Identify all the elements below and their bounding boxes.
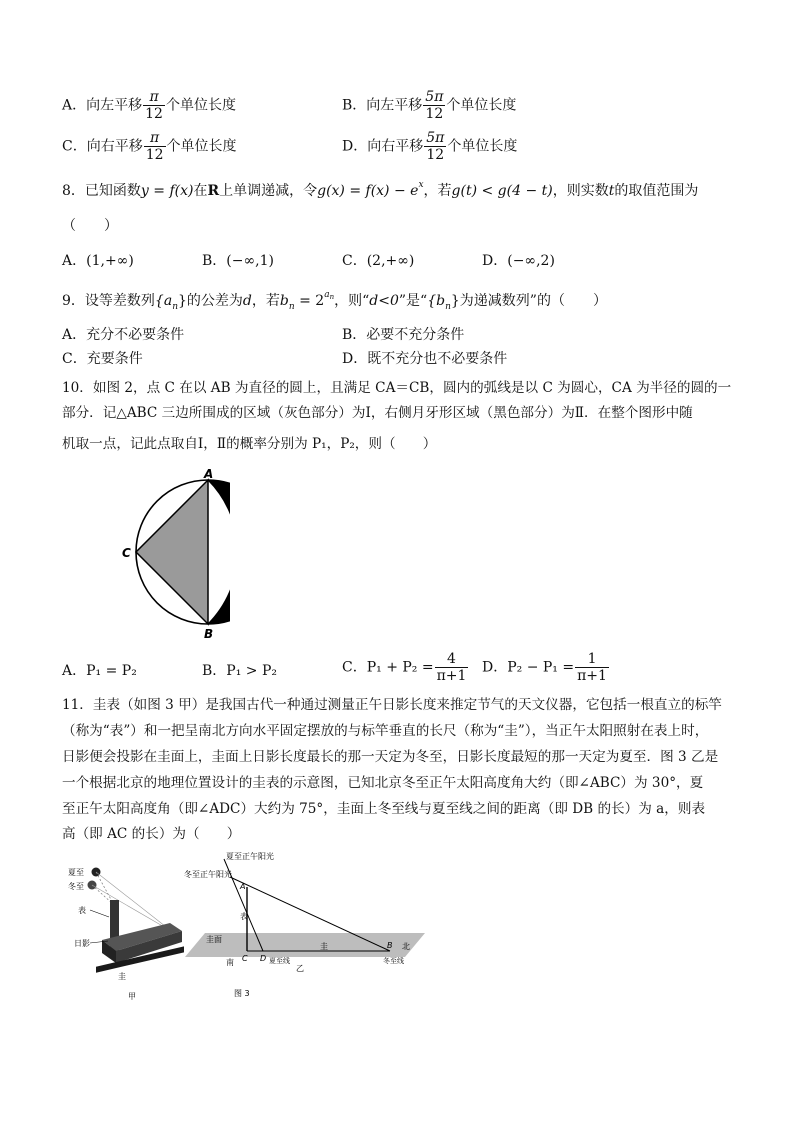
q10-option-c-fraction: [435, 652, 469, 683]
q10-point-c-label: C: [122, 546, 131, 560]
q10-point-a-label: A: [204, 467, 214, 481]
q9-bn-exp-sub: n: [329, 293, 335, 301]
q11-yi-point-a: A: [240, 882, 246, 891]
q9-option-c: C．充要条件: [62, 351, 143, 367]
q11-figure-yi: [184, 851, 425, 998]
q8-g-def: g(x) = f(x) − e: [317, 183, 419, 199]
q7-option-c: [62, 131, 237, 162]
q7-option-b-suffix: 个单位长度: [446, 97, 517, 114]
q11-figure-caption: 图 3: [234, 989, 250, 998]
q8-option-c-value: (2,+∞): [366, 253, 415, 269]
q11-jia-gui-label: 圭: [118, 972, 126, 981]
q7-option-b: [342, 90, 516, 121]
q10-option-c: [342, 652, 469, 683]
q9-seq-a: {a: [154, 293, 173, 309]
q8-option-d-label: D．: [482, 253, 508, 269]
q11-yi-guimian-label: 圭面: [206, 935, 222, 944]
q8-text-c: 上单调递减，令: [219, 183, 318, 199]
q10-text-line1: 10．如图 2，点 C 在以 AB 为直径的圆上，且满足 CA＝CB，圆内的弧线是以 C 为圆心，CA 为半径的圆的一: [62, 380, 732, 396]
q7-b-den: 12: [423, 105, 445, 121]
q10-d-num: 1: [587, 651, 597, 667]
q9-bn: b: [279, 293, 289, 309]
q9-seq-a-sub: n: [172, 302, 178, 312]
q9-option-a: A．充分不必要条件: [62, 327, 185, 343]
q8-func-def: y = f(x): [140, 183, 194, 199]
q9-text-d: ，则“: [334, 293, 370, 309]
q11-jia-label: 甲: [128, 992, 136, 1001]
q9-option-d: D．既不充分也不必要条件: [342, 351, 508, 367]
q11-text-line1: 11．圭表（如图 3 甲）是我国古代一种通过测量正午日影长度来推定节气的天文仪器，它包括一根直立的标竿: [62, 697, 722, 713]
q9-seq-b: {b: [427, 293, 446, 309]
q8-real-set: R: [207, 183, 220, 199]
q11-yi-dongzhixian-label: 冬至线: [383, 957, 404, 965]
q11-yi-north-label: 北: [402, 942, 410, 951]
q7-option-a-suffix: 个单位长度: [165, 97, 236, 114]
q10-option-d-fraction: [575, 652, 609, 683]
q11-yi-biao-label: 表: [240, 912, 248, 921]
q7-c-num: π: [150, 130, 160, 146]
q9-option-b: B．必要不充分条件: [342, 327, 465, 343]
q8-option-b-label: B．: [202, 253, 227, 269]
q8-option-a-value: (1,+∞): [86, 253, 134, 269]
q7-d-den: 12: [424, 146, 446, 162]
q11-yi-label: 乙: [296, 964, 304, 973]
q11-figure-jia: [68, 868, 184, 1002]
q10-option-b: B．P₁ > P₂: [202, 663, 277, 679]
q11-text-line4: 一个根据北京的地理位置设计的圭表的示意图，已知北京冬至正午太阳高度角大约（即∠ABC）为 30°，夏: [62, 775, 704, 791]
q7-option-d-suffix: 个单位长度: [447, 138, 518, 155]
q7-option-c-label: C．向右平移: [62, 138, 143, 155]
q8-text-f: 的取值范围为: [614, 183, 699, 199]
q9-seq-b-sub: n: [445, 302, 451, 312]
q8-option-d: [482, 250, 555, 270]
q9-text-a: 9．设等差数列: [62, 293, 155, 309]
q9-bn-exp: a: [324, 290, 330, 300]
q9-stem: 9．设等差数列$\{a_n\}$的公差为d，若$b_n = 2^{an}$，则“d<0”是“$\{b_n\}$为递减数列”的（ ）: [62, 290, 607, 312]
q10-c-num: 4: [447, 651, 456, 667]
q7-option-a-label: A．向左平移: [62, 97, 143, 114]
q7-option-a-fraction: [143, 90, 165, 121]
q9-var-d: d: [242, 293, 252, 309]
q11-jia-biao-label: 表: [78, 906, 86, 915]
q8-var-t: t: [608, 183, 615, 199]
q8-inequality: g(t) < g(4 − t): [451, 183, 553, 199]
q7-option-d-label: D．向右平移: [342, 138, 424, 155]
q7-b-num: 5π: [425, 89, 444, 105]
q10-option-c-label: C．P₁ + P₂ =: [342, 659, 434, 676]
q9-text-b: 的公差为: [186, 293, 243, 309]
q11-yi-point-b: B: [387, 941, 393, 950]
q11-yi-winter-light-label: 冬至正午阳光: [184, 870, 232, 879]
q9-bn-eq: = 2: [294, 293, 325, 309]
q10-text-line3: 机取一点，记此点取自Ⅰ，Ⅱ的概率分别为 P₁，P₂，则（ ）: [62, 436, 437, 452]
q11-text-line6: 高（即 AC 的长）为（ ）: [62, 826, 241, 842]
q9-text-c: ，若: [251, 293, 280, 309]
q7-d-num: 5π: [426, 130, 445, 146]
q8-text-d: ，若: [423, 183, 452, 199]
q10-c-den: π+1: [436, 668, 467, 684]
q11-yi-summer-light-label: 夏至正午阳光: [226, 852, 274, 861]
q7-option-d-fraction: [424, 131, 446, 162]
q9-text-f: 为递减数列”的（ ）: [459, 293, 607, 309]
q10-d-den: π+1: [577, 668, 607, 684]
q8-text-b: 在: [193, 183, 208, 199]
q7-option-a: [62, 90, 236, 121]
q11-yi-south-label: 南: [226, 958, 234, 967]
q10-option-d-label: D．P₂ − P₁ =: [482, 659, 575, 676]
q7-option-b-label: B．向左平移: [342, 97, 423, 114]
q10-option-d: [482, 652, 610, 683]
q8-option-b-value: (−∞,1): [226, 253, 274, 269]
q8-option-b: [202, 250, 274, 270]
q7-option-d: [342, 131, 517, 162]
q7-c-den: 12: [145, 147, 164, 163]
q8-g-exp: x: [418, 180, 424, 190]
q8-answer-paren: （ ）: [62, 218, 118, 234]
q10-figure: [60, 465, 230, 645]
q8-option-d-value: (−∞,2): [507, 253, 555, 269]
q8-option-a: [62, 250, 134, 270]
q11-figure: [60, 845, 430, 1005]
q11-text-line3: 日影便会投影在圭面上，圭面上日影长度最长的那一天定为冬至，日影长度最短的那一天定为夏至．图 3 乙是: [62, 749, 719, 765]
q8-option-a-label: A．: [62, 253, 87, 269]
q9-text-e: ”是“: [398, 293, 428, 309]
q9-bn-sub: n: [288, 302, 295, 312]
q10-text-line2: 部分．记△ABC 三边所围成的区域（灰色部分）为Ⅰ，右侧月牙形区域（黑色部分）为Ⅱ．在整个图形中随: [62, 405, 693, 421]
q8-stem: [62, 180, 698, 200]
q11-yi-point-c: C: [242, 954, 248, 963]
q7-option-c-fraction: [144, 131, 166, 162]
q8-option-c-label: C．: [342, 253, 367, 269]
q7-a-num: π: [149, 89, 159, 105]
q7-a-den: 12: [145, 106, 163, 122]
q8-text-a: 8．已知函数: [62, 183, 141, 199]
q11-jia-dongzhi-label: 冬至: [68, 882, 84, 891]
q9-condition: d<0: [369, 293, 399, 309]
q11-yi-xiazhixian-label: 夏至线: [269, 957, 290, 965]
q7-option-b-fraction: [423, 90, 445, 121]
q10-point-b-label: B: [204, 627, 214, 641]
q11-jia-riying-label: 日影: [74, 939, 90, 948]
q11-text-line5: 至正午太阳高度角（即∠ADC）大约为 75°，圭面上冬至线与夏至线之间的距离（即 DB 的长）为 a，则表: [62, 801, 706, 817]
q8-text-e: ，则实数: [552, 183, 609, 199]
q11-yi-point-d: D: [260, 954, 267, 963]
q7-option-c-suffix: 个单位长度: [166, 138, 237, 155]
q10-option-a: A．P₁ = P₂: [62, 663, 137, 679]
q11-yi-gui-label: 圭: [320, 942, 328, 951]
q11-text-line2: （称为“表”）和一把呈南北方向水平固定摆放的与标竿垂直的长尺（称为“圭”），当正午太阳照射在表上时，: [62, 723, 709, 739]
q8-option-c: [342, 250, 414, 270]
q11-jia-xiazhi-label: 夏至: [68, 868, 84, 877]
